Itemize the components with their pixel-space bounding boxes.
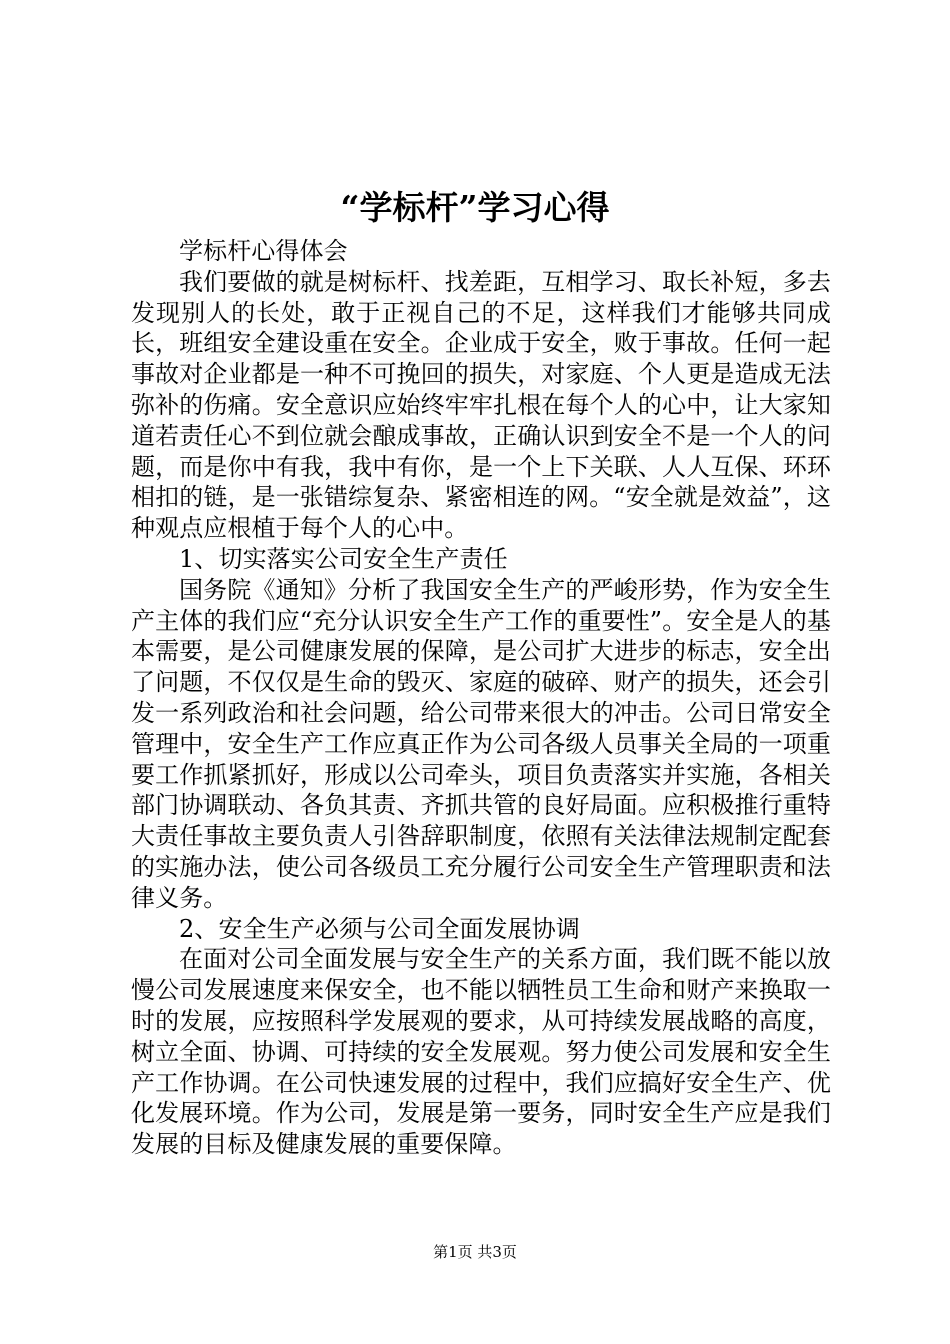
section-paragraph-1: 国务院《通知》分析了我国安全生产的严峻形势，作为安全生产主体的我们应“充分认识安全生产工作的重要性”。安全是人的基本需要，是公司健康发展的保障，是公司扩大进步的标志，安全出了问题，不仅仅是生命的毁灭、家庭的破碎、财产的损失，还会引发一系列政治和社会问题，给公司带来很大的冲击。公司日常安全管理中，安全生产工作应真正作为公司各级人员事关全局的一项重要工作抓紧抓好，形成以公司牵头，项目负责落实并实施，各相关部门协调联动、各负其责、齐抓共管的良好局面。应积极推行重特大责任事故主要负责人引咎辞职制度，依照有关法律法规制定配套的实施办法，使公司各级员工充分履行公司安全生产管理职责和法律义务。 [131,575,831,912]
section-heading-2: 2、安全生产必须与公司全面发展协调 [179,914,580,943]
intro-paragraph: 我们要做的就是树标杆、找差距，互相学习、取长补短，多去发现别人的长处，敢于正视自己的不足，这样我们才能够共同成长，班组安全建设重在安全。企业成于安全，败于事故。任何一起事故对企业都是一种不可挽回的损失，对家庭、个人更是造成无法弥补的伤痛。安全意识应始终牢牢扎根在每个人的心中，让大家知道若责任心不到位就会酿成事故，正确认识到安全不是一个人的问题，而是你中有我，我中有你，是一个上下关联、人人互保、环环相扣的链，是一张错综复杂、紧密相连的网。“安全就是效益”，这种观点应根植于每个人的心中。 [131,267,831,543]
section-heading-1: 1、切实落实公司安全生产责任 [179,544,508,573]
page-number-footer: 第1页 共3页 [433,1243,517,1261]
page-title: “学标杆”学习心得 [340,188,610,227]
subtitle-paragraph: 学标杆心得体会 [179,237,348,265]
section-paragraph-2: 在面对公司全面发展与安全生产的关系方面，我们既不能以放慢公司发展速度来保安全，也不能以牺牲员工生命和财产来换取一时的发展，应按照科学发展观的要求，从可持续发展战略的高度，树立全面、协调、可持续的安全发展观。努力使公司发展和安全生产工作协调。在公司快速发展的过程中，我们应搞好安全生产、优化发展环境。作为公司，发展是第一要务，同时安全生产应是我们发展的目标及健康发展的重要保障。 [131,945,831,1159]
document-body [131,236,831,1160]
